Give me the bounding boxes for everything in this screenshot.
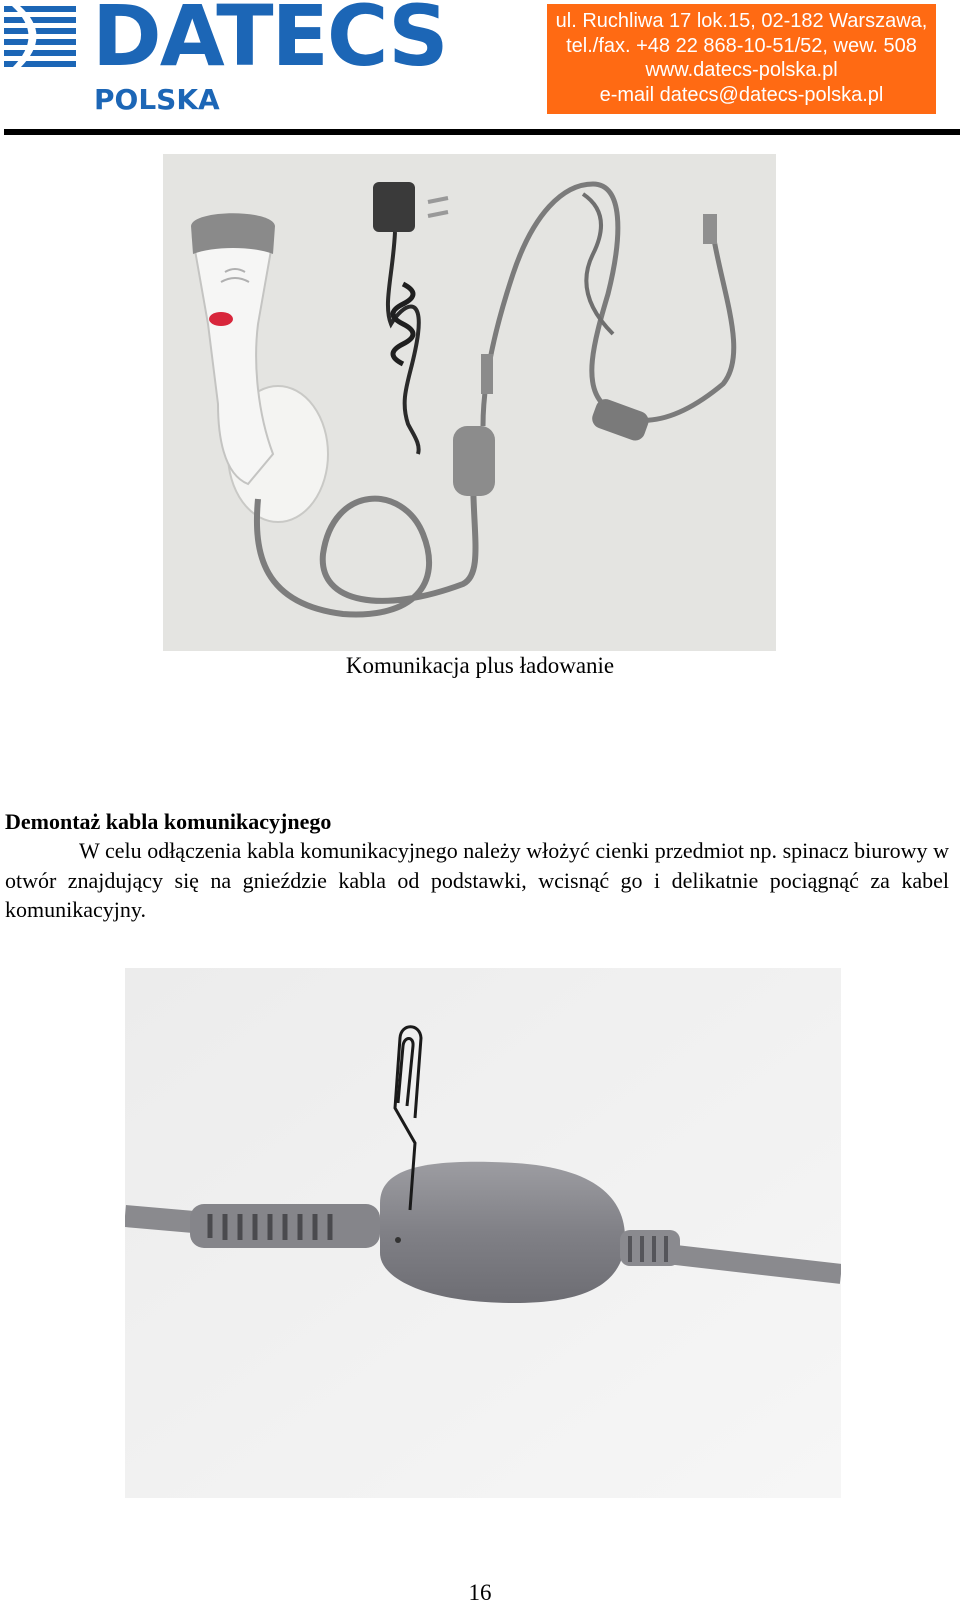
datecs-logo-mark-icon	[4, 6, 84, 76]
section-heading: Demontaż kabla komunikacyjnego	[5, 809, 332, 834]
logo-wordmark: DATECS	[92, 0, 447, 85]
contact-phone: tel./fax. +48 22 868-10-51/52, wew. 508	[566, 34, 917, 57]
section-paragraph: W celu odłączenia kabla komunikacyjnego należy włożyć cienki przedmiot np. spinacz biurowy w otwór znajdujący się na gnieździe kabla od podstawki, wcisnąć go i delikatnie pociągnąć za kabel komunikacyjny.	[5, 838, 949, 922]
paperclip-cable-photo	[125, 968, 841, 1498]
contact-email: e-mail datecs@datecs-polska.pl	[599, 83, 884, 106]
contact-website: www.datecs-polska.pl	[645, 59, 838, 81]
datecs-logo	[4, 2, 474, 120]
header-divider	[4, 129, 960, 135]
contact-box	[547, 4, 936, 114]
logo-subtext: POLSKA	[94, 83, 220, 116]
page-number: 16	[468, 1580, 492, 1605]
scanner-cables-photo	[163, 154, 776, 651]
figure1-caption: Komunikacja plus ładowanie	[345, 653, 615, 678]
contact-address: ul. Ruchliwa 17 lok.15, 02-182 Warszawa,	[555, 10, 928, 32]
